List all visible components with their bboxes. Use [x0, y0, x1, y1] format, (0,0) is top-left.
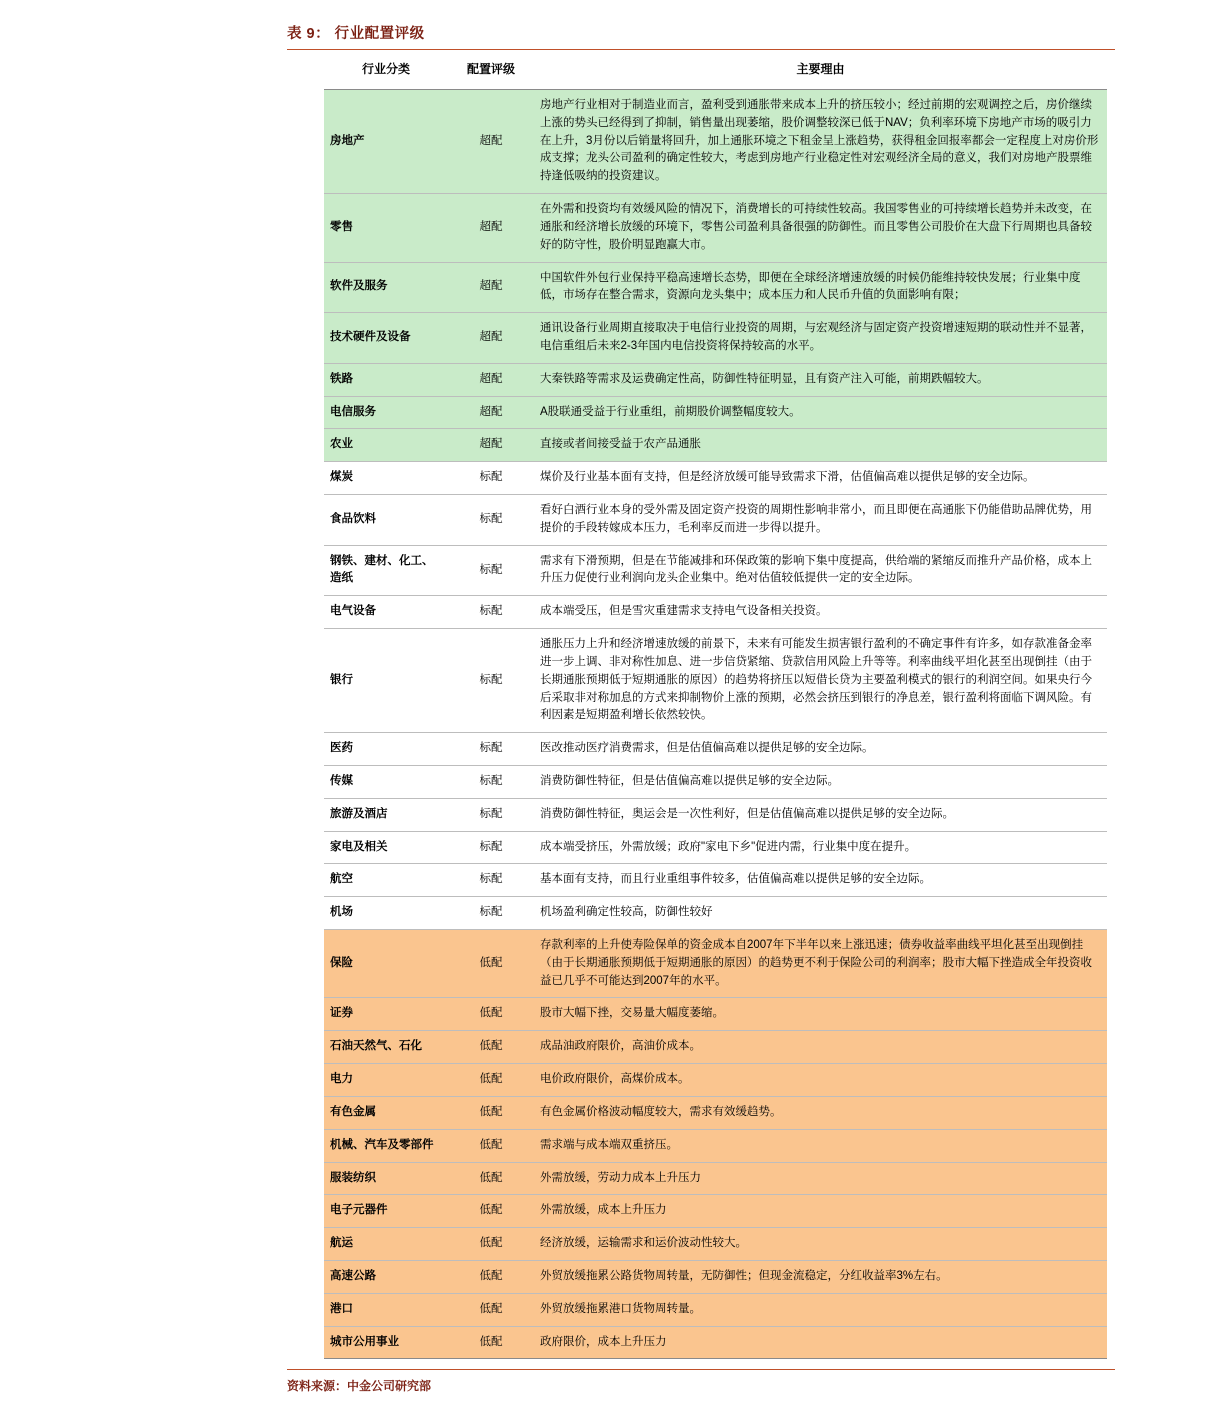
cell-category: 旅游及酒店	[324, 798, 448, 831]
table-row	[324, 998, 1107, 1031]
table-body	[324, 90, 1107, 1359]
cell-category: 机械、汽车及零部件	[324, 1129, 448, 1162]
cell-reason: 有色金属价格波动幅度较大，需求有效缓趋势。	[534, 1096, 1107, 1129]
cell-rating: 标配	[448, 545, 534, 596]
cell-category: 技术硬件及设备	[324, 313, 448, 364]
table-row	[324, 1260, 1107, 1293]
table-row	[324, 396, 1107, 429]
cell-category: 食品饮料	[324, 495, 448, 546]
cell-category: 石油天然气、石化	[324, 1031, 448, 1064]
cell-rating: 低配	[448, 1064, 534, 1097]
table-header	[324, 50, 1107, 90]
cell-category: 房地产	[324, 90, 448, 194]
cell-reason: 外贸放缓拖累公路货物周转量，无防御性；但现金流稳定，分红收益率3%左右。	[534, 1260, 1107, 1293]
table-row	[324, 596, 1107, 629]
cell-reason: 成本端受压，但是雪灾重建需求支持电气设备相关投资。	[534, 596, 1107, 629]
cell-rating: 低配	[448, 1096, 534, 1129]
cell-reason: 大秦铁路等需求及运费确定性高，防御性特征明显，且有资产注入可能，前期跌幅较大。	[534, 363, 1107, 396]
cell-reason: 医改推动医疗消费需求，但是估值偏高难以提供足够的安全边际。	[534, 733, 1107, 766]
table-row	[324, 864, 1107, 897]
cell-reason: 需求有下滑预期，但是在节能减排和环保政策的影响下集中度提高，供给端的紧缩反而推升产品价格，成本上升压力促使行业利润向龙头企业集中。绝对估值较低提供一定的安全边际。	[534, 545, 1107, 596]
cell-reason: 消费防御性特征，奥运会是一次性利好，但是估值偏高难以提供足够的安全边际。	[534, 798, 1107, 831]
cell-category: 有色金属	[324, 1096, 448, 1129]
table-row	[324, 194, 1107, 262]
cell-category: 医药	[324, 733, 448, 766]
cell-rating: 低配	[448, 1228, 534, 1261]
industry-allocation-table	[324, 50, 1107, 1359]
cell-category: 电子元器件	[324, 1195, 448, 1228]
cell-rating: 标配	[448, 629, 534, 733]
table-row	[324, 733, 1107, 766]
cell-rating: 标配	[448, 831, 534, 864]
cell-category: 铁路	[324, 363, 448, 396]
cell-reason: A股联通受益于行业重组，前期股价调整幅度较大。	[534, 396, 1107, 429]
cell-rating: 标配	[448, 798, 534, 831]
cell-category: 农业	[324, 429, 448, 462]
cell-reason: 消费防御性特征，但是估值偏高难以提供足够的安全边际。	[534, 765, 1107, 798]
cell-rating: 超配	[448, 194, 534, 262]
cell-reason: 经济放缓，运输需求和运价波动性较大。	[534, 1228, 1107, 1261]
document-page	[0, 22, 1224, 1406]
table-row	[324, 765, 1107, 798]
cell-reason: 通讯设备行业周期直接取决于电信行业投资的周期，与宏观经济与固定资产投资增速短期的联动性并不显著，电信重组后未来2-3年国内电信投资将保持较高的水平。	[534, 313, 1107, 364]
cell-reason: 电价政府限价，高煤价成本。	[534, 1064, 1107, 1097]
cell-reason: 煤价及行业基本面有支持，但是经济放缓可能导致需求下滑，估值偏高难以提供足够的安全边际。	[534, 462, 1107, 495]
table-row	[324, 545, 1107, 596]
cell-reason: 存款利率的上升使寿险保单的资金成本自2007年下半年以来上涨迅速；债券收益率曲线平坦化甚至出现倒挂（由于长期通胀预期低于短期通胀的原因）的趋势更不利于保险公司的利润率；股市大幅下挫造成全年投资收益已几乎不可能达到2007年的水平。	[534, 930, 1107, 998]
table-row	[324, 1293, 1107, 1326]
cell-category: 城市公用事业	[324, 1326, 448, 1359]
table-row	[324, 831, 1107, 864]
cell-category: 证券	[324, 998, 448, 1031]
cell-reason: 机场盈利确定性较高，防御性较好	[534, 897, 1107, 930]
cell-rating: 标配	[448, 495, 534, 546]
source-note: 资料来源：中金公司研究部	[287, 1369, 1115, 1394]
table-row	[324, 495, 1107, 546]
cell-reason: 房地产行业相对于制造业而言，盈利受到通胀带来成本上升的挤压较小；经过前期的宏观调控之后，房价继续上涨的势头已经得到了抑制，销售量出现萎缩，股价调整较深已低于NAV；负利率环境下房地产市场的吸引力在上升，3月份以后销量将回升，加上通胀环境之下租金呈上涨趋势，获得租金回报率都会一定程度上对房价形成支撑；龙头公司盈利的确定性较大，考虑到房地产行业稳定性对宏观经济全局的意义，我们对房地产股票维持逢低吸纳的投资建议。	[534, 90, 1107, 194]
table-row	[324, 1326, 1107, 1359]
cell-category: 家电及相关	[324, 831, 448, 864]
cell-rating: 标配	[448, 733, 534, 766]
cell-rating: 超配	[448, 313, 534, 364]
table-row	[324, 313, 1107, 364]
table-header-row	[324, 50, 1107, 90]
cell-reason: 外贸放缓拖累港口货物周转量。	[534, 1293, 1107, 1326]
cell-reason: 中国软件外包行业保持平稳高速增长态势，即便在全球经济增速放缓的时候仍能维持较快发展；行业集中度低，市场存在整合需求，资源向龙头集中；成本压力和人民币升值的负面影响有限；	[534, 262, 1107, 313]
cell-rating: 低配	[448, 998, 534, 1031]
cell-reason: 成本端受挤压，外需放缓；政府"家电下乡"促进内需，行业集中度在提升。	[534, 831, 1107, 864]
cell-reason: 外需放缓，劳动力成本上升压力	[534, 1162, 1107, 1195]
cell-category: 零售	[324, 194, 448, 262]
table-row	[324, 429, 1107, 462]
cell-reason: 在外需和投资均有效缓风险的情况下，消费增长的可持续性较高。我国零售业的可持续增长趋势并未改变，在通胀和经济增长放缓的环境下，零售公司盈利具备很强的防御性。而且零售公司股价在大盘下行周期也具备较好的防守性，股价明显跑赢大市。	[534, 194, 1107, 262]
table-row	[324, 798, 1107, 831]
cell-rating: 低配	[448, 1031, 534, 1064]
cell-category: 传媒	[324, 765, 448, 798]
table-row	[324, 1031, 1107, 1064]
cell-category: 电力	[324, 1064, 448, 1097]
table-row	[324, 1162, 1107, 1195]
cell-category: 航运	[324, 1228, 448, 1261]
cell-reason: 基本面有支持，而且行业重组事件较多，估值偏高难以提供足够的安全边际。	[534, 864, 1107, 897]
cell-rating: 超配	[448, 396, 534, 429]
cell-reason: 需求端与成本端双重挤压。	[534, 1129, 1107, 1162]
cell-category: 高速公路	[324, 1260, 448, 1293]
table-title: 表 9： 行业配置评级	[287, 22, 1115, 50]
cell-rating: 标配	[448, 765, 534, 798]
cell-category: 银行	[324, 629, 448, 733]
cell-rating: 低配	[448, 1195, 534, 1228]
table-row	[324, 629, 1107, 733]
column-header-category: 行业分类	[324, 50, 448, 90]
table-row	[324, 363, 1107, 396]
cell-reason: 通胀压力上升和经济增速放缓的前景下，未来有可能发生损害银行盈利的不确定事件有许多，如存款准备金率进一步上调、非对称性加息、进一步信贷紧缩、贷款信用风险上升等等。利率曲线平坦化甚至出现倒挂（由于长期通胀预期低于短期通胀的原因）的趋势将挤压以短借长贷为主要盈利模式的银行的利润空间。如果央行今后采取非对称加息的方式来抑制物价上涨的预期，必然会挤压到银行的净息差，银行盈利将面临下调风险。有利因素是短期盈利增长依然较快。	[534, 629, 1107, 733]
cell-category: 航空	[324, 864, 448, 897]
cell-category: 软件及服务	[324, 262, 448, 313]
cell-rating: 超配	[448, 262, 534, 313]
cell-rating: 低配	[448, 1293, 534, 1326]
cell-category: 电气设备	[324, 596, 448, 629]
cell-rating: 标配	[448, 864, 534, 897]
cell-rating: 低配	[448, 1129, 534, 1162]
cell-category: 电信服务	[324, 396, 448, 429]
cell-reason: 股市大幅下挫，交易量大幅度萎缩。	[534, 998, 1107, 1031]
cell-category: 保险	[324, 930, 448, 998]
cell-reason: 外需放缓，成本上升压力	[534, 1195, 1107, 1228]
cell-reason: 成品油政府限价，高油价成本。	[534, 1031, 1107, 1064]
table-row	[324, 1096, 1107, 1129]
table-row	[324, 1064, 1107, 1097]
table-row	[324, 462, 1107, 495]
cell-rating: 低配	[448, 1326, 534, 1359]
table-row	[324, 1129, 1107, 1162]
cell-category: 机场	[324, 897, 448, 930]
table-row	[324, 897, 1107, 930]
column-header-reason: 主要理由	[534, 50, 1107, 90]
cell-rating: 标配	[448, 462, 534, 495]
table-row	[324, 90, 1107, 194]
cell-rating: 低配	[448, 1162, 534, 1195]
cell-rating: 标配	[448, 596, 534, 629]
cell-reason: 直接或者间接受益于农产品通胀	[534, 429, 1107, 462]
cell-rating: 超配	[448, 363, 534, 396]
table-row	[324, 262, 1107, 313]
cell-rating: 低配	[448, 930, 534, 998]
column-header-rating: 配置评级	[448, 50, 534, 90]
table-row	[324, 1195, 1107, 1228]
cell-rating: 标配	[448, 897, 534, 930]
cell-reason: 政府限价，成本上升压力	[534, 1326, 1107, 1359]
cell-category: 港口	[324, 1293, 448, 1326]
table-row	[324, 930, 1107, 998]
cell-rating: 超配	[448, 90, 534, 194]
cell-rating: 低配	[448, 1260, 534, 1293]
cell-category: 煤炭	[324, 462, 448, 495]
table-row	[324, 1228, 1107, 1261]
cell-rating: 超配	[448, 429, 534, 462]
cell-reason: 看好白酒行业本身的受外需及固定资产投资的周期性影响非常小，而且即便在高通胀下仍能借助品牌优势，用提价的手段转嫁成本压力，毛利率反而进一步得以提升。	[534, 495, 1107, 546]
cell-category: 服装纺织	[324, 1162, 448, 1195]
cell-category: 钢铁、建材、化工、造纸	[324, 545, 448, 596]
